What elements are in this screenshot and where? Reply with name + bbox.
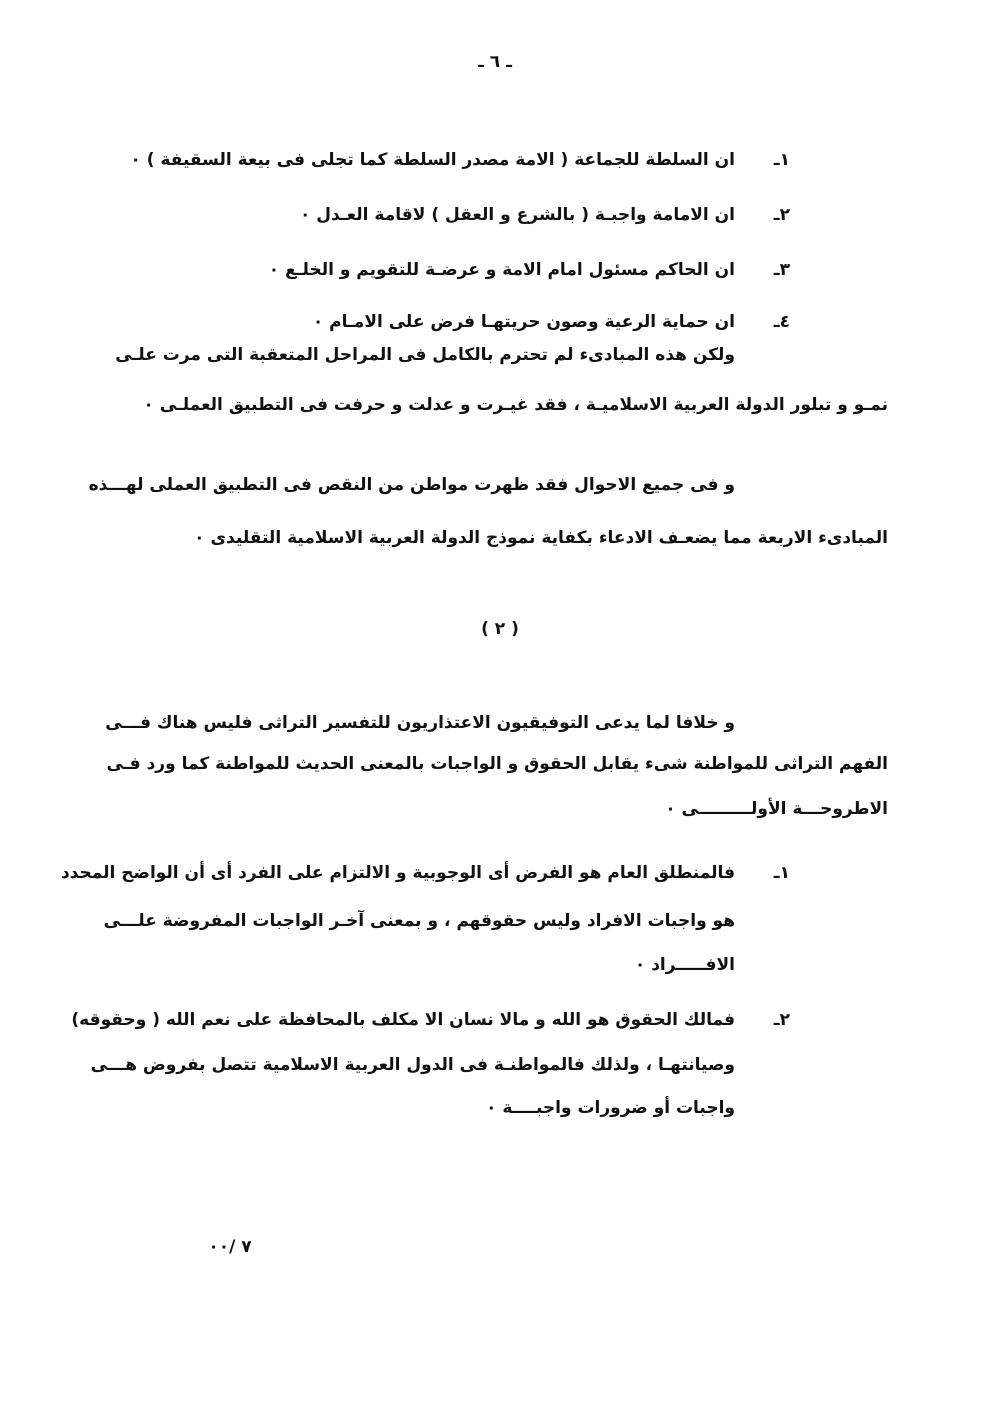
principle-line: ان السلطة للجماعة ( الامة مصدر السلطة كما تجلى فى بيعة السقيفة ) ٠ [130,150,735,170]
section-number: ( ٢ ) [481,619,519,639]
page-continuation-ref: ٧ /٠٠ [208,1237,252,1257]
principle-line: ان الحاكم مسئول امام الامة و عرضـة للتقويم و الخلـع ٠ [268,260,735,280]
paragraph-line: الفهم التراثى للمواطنة شىء يقابل الحقوق و الواجبات بالمعنى الحديث للمواطنة كما ورد فـى [106,754,888,774]
item-number: ١ـ [773,150,790,170]
item-number: ٤ـ [773,312,790,332]
paragraph-line: نمـو و تبلور الدولة العربية الاسلاميـة ، فقد غيـرت و عدلت و حرفت فى التطبيق العملـى ٠ [143,395,888,415]
paragraph-line: المبادىء الاربعة مما يضعـف الادعاء بكفاية نموذج الدولة العربية الاسلامية التقليدى ٠ [194,528,888,548]
paragraph-line: ولكن هذه المبادىء لم تحترم بالكامل فى المراحل المتعقبة التى مرت علـى [115,345,735,365]
item-line: وصيانتهـا ، ولذلك فالمواطنـة فى الدول العربية الاسلامية تتصل بفروض هـــى [90,1055,735,1075]
item-line: الافـــــراد ٠ [634,955,735,975]
item-line: فمالك الحقوق هو الله و مالا نسان الا مكلف بالمحافظة على نعم الله ( وحقوقه) [71,1010,735,1030]
item-line: هو واجبات الافراد وليس حقوقهم ، و بمعنى آخـر الواجبات المفروضة علـــى [103,911,735,931]
paragraph-line: و فى جميع الاحوال فقد ظهرت مواطن من النقص فى التطبيق العملى لهـــذه [88,475,735,495]
item-number: ١ـ [773,863,790,883]
item-number: ٢ـ [773,205,790,225]
paragraph-line: و خلافا لما يدعى التوفيقيون الاعتذاريون للتفسير التراثى فليس هناك فـــى [105,713,735,733]
item-line: فالمنطلق العام هو الفرض أى الوجوبية و الالتزام على الفرد أى أن الواضح المحدد [60,863,735,883]
item-number: ٢ـ [773,1010,790,1030]
paragraph-line: الاطروحـــة الأولـــــــــى ٠ [665,799,888,819]
page-number-header: ـ ٦ ـ [478,52,512,72]
principle-line: ان حماية الرعية وصون حريتهـا فرض على الامـام ٠ [312,312,735,332]
item-line: واجبات أو ضرورات واجبــــة ٠ [486,1098,735,1118]
item-number: ٣ـ [773,260,790,280]
principle-line: ان الامامة واجبـة ( بالشرع و العقل ) لاقامة العـدل ٠ [299,205,735,225]
